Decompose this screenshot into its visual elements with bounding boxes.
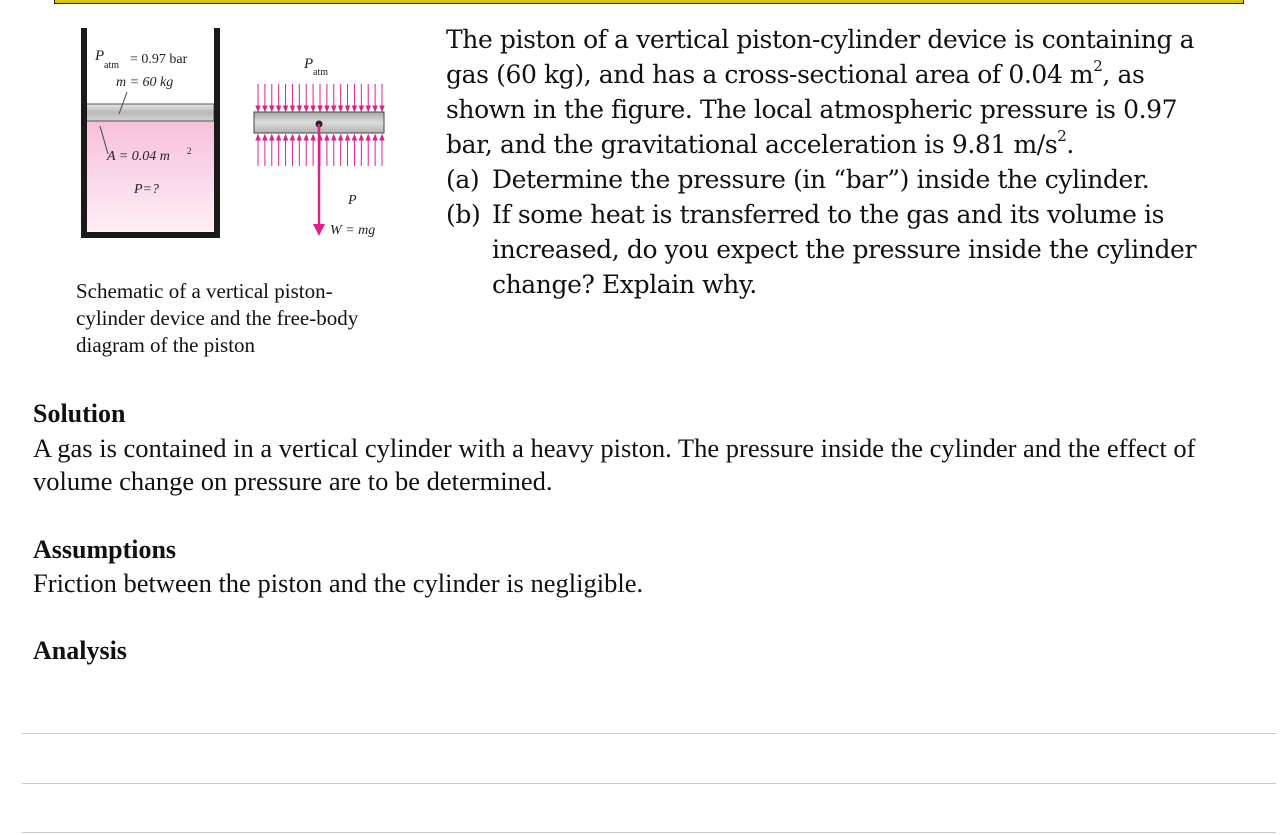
gas-arrow-head xyxy=(256,135,260,140)
svg-text:P xyxy=(347,193,357,208)
svg-text:m = 60 kg xyxy=(116,75,173,90)
cylinder-left-wall xyxy=(81,28,87,238)
solution-text: A gas is contained in a vertical cylinder with a heavy piston. The pressure inside the cylinder and the effect of volume change on pressure are to be determined. xyxy=(33,433,1196,496)
gas-arrow-head xyxy=(359,135,363,140)
caption-line: cylinder device and the free-body xyxy=(76,306,359,330)
svg-text:P xyxy=(303,56,313,72)
analysis-heading: Analysis xyxy=(33,636,127,665)
svg-text:= 0.97 bar xyxy=(130,52,188,67)
svg-text:atm xyxy=(313,67,328,78)
atm-arrow-head xyxy=(339,106,343,111)
atm-arrow-head xyxy=(270,106,274,111)
svg-text:A = 0.04 m xyxy=(106,149,170,164)
weight-label: W = mg xyxy=(330,223,376,238)
problem-text: bar, and the gravitational acceleration is 9.81 m/s xyxy=(446,130,1058,159)
weight-arrow-head xyxy=(313,224,325,236)
gas-arrow-head xyxy=(352,135,356,140)
atm-arrow-head xyxy=(332,106,336,111)
patm-symbol: P xyxy=(95,48,105,64)
problem-text: gas (60 kg), and has a cross-sectional area of 0.04 m xyxy=(446,60,1094,89)
solution-heading: Solution xyxy=(33,399,126,428)
svg-text:2 xyxy=(187,146,192,156)
gas-arrow-head xyxy=(290,135,294,140)
gas-arrow-head xyxy=(373,135,377,140)
svg-text:P=? xyxy=(133,182,159,197)
atm-arrow-head xyxy=(359,106,363,111)
atm-arrow-head xyxy=(277,106,281,111)
atm-arrow-head xyxy=(366,106,370,111)
gas-arrow-head xyxy=(380,135,384,140)
gas-region xyxy=(86,121,214,231)
part-a-text: Determine the pressure (in “bar”) inside the cylinder. xyxy=(492,165,1150,194)
problem-statement xyxy=(446,22,1266,302)
gas-arrow-head xyxy=(346,135,350,140)
piston xyxy=(86,104,214,121)
atm-arrow-head xyxy=(284,106,288,111)
problem-line xyxy=(446,127,1266,162)
gas-arrow-head xyxy=(332,135,336,140)
answer-line xyxy=(22,783,1276,784)
gas-arrow-head xyxy=(311,135,315,140)
pressure-label: P=? xyxy=(134,182,159,197)
area-label: A = 0.04 m xyxy=(107,149,170,164)
figure-caption xyxy=(76,278,406,359)
atm-arrow-head xyxy=(318,106,322,111)
superscript: 2 xyxy=(1057,126,1067,145)
svg-text:atm xyxy=(104,60,119,71)
gas-arrow-head xyxy=(339,135,343,140)
free-body-diagram xyxy=(254,56,384,238)
fbd-patm-symbol: P xyxy=(304,56,314,72)
mass-label: m = 60 kg xyxy=(116,75,174,90)
part-a xyxy=(446,162,1266,197)
part-b-label: (b) xyxy=(446,200,481,229)
superscript: 2 xyxy=(1093,56,1103,75)
atm-arrow-head xyxy=(311,106,315,111)
assumptions-heading: Assumptions xyxy=(33,535,177,564)
cylinder-bottom-wall xyxy=(81,232,220,238)
answer-line xyxy=(22,733,1276,734)
problem-text: , as xyxy=(1102,60,1145,89)
cylinder-schematic xyxy=(81,28,220,238)
gas-arrow-head xyxy=(284,135,288,140)
atm-arrow-head xyxy=(297,106,301,111)
atm-arrow-head xyxy=(346,106,350,111)
fbd-p-label: P xyxy=(348,193,357,208)
gas-arrow-head xyxy=(277,135,281,140)
answer-line xyxy=(22,832,1276,833)
caption-line: diagram of the piston xyxy=(76,333,256,357)
fbd-patm-subscript: atm xyxy=(313,67,328,78)
atm-arrow-head xyxy=(380,106,384,111)
gas-arrow-head xyxy=(270,135,274,140)
part-b-text: If some heat is transferred to the gas and its volume is increased, do you expect the pressure inside the cylinder change? Explain why. xyxy=(492,200,1196,299)
atm-arrow-head xyxy=(256,106,260,111)
gas-arrow-head xyxy=(304,135,308,140)
svg-text:P xyxy=(94,48,104,64)
patm-value: = 0.97 bar xyxy=(130,52,188,67)
problem-line xyxy=(446,57,1266,92)
piston-cylinder-figure xyxy=(70,20,410,250)
atm-arrow-head xyxy=(373,106,377,111)
atm-arrow-head xyxy=(290,106,294,111)
assumptions-text: Friction between the piston and the cylinder is negligible. xyxy=(33,568,644,598)
area-exponent: 2 xyxy=(187,146,192,156)
gas-arrow-head xyxy=(297,135,301,140)
svg-text:W = mg xyxy=(330,223,375,238)
top-border-bar xyxy=(54,0,1244,4)
atm-arrow-head xyxy=(263,106,267,111)
problem-text: . xyxy=(1066,130,1074,159)
atm-arrow-head xyxy=(352,106,356,111)
atm-arrow-head xyxy=(325,106,329,111)
atm-pressure-arrows xyxy=(256,84,384,111)
caption-line: Schematic of a vertical piston- xyxy=(76,279,333,303)
gas-arrow-head xyxy=(263,135,267,140)
cylinder-right-wall xyxy=(214,28,220,238)
part-a-label: (a) xyxy=(446,165,480,194)
patm-subscript: atm xyxy=(104,60,119,71)
atm-arrow-head xyxy=(304,106,308,111)
problem-line: shown in the figure. The local atmospheric pressure is 0.97 xyxy=(446,95,1178,124)
problem-line: The piston of a vertical piston-cylinder device is containing a xyxy=(446,25,1195,54)
gas-arrow-head xyxy=(366,135,370,140)
gas-arrow-head xyxy=(325,135,329,140)
part-b xyxy=(446,197,1266,302)
